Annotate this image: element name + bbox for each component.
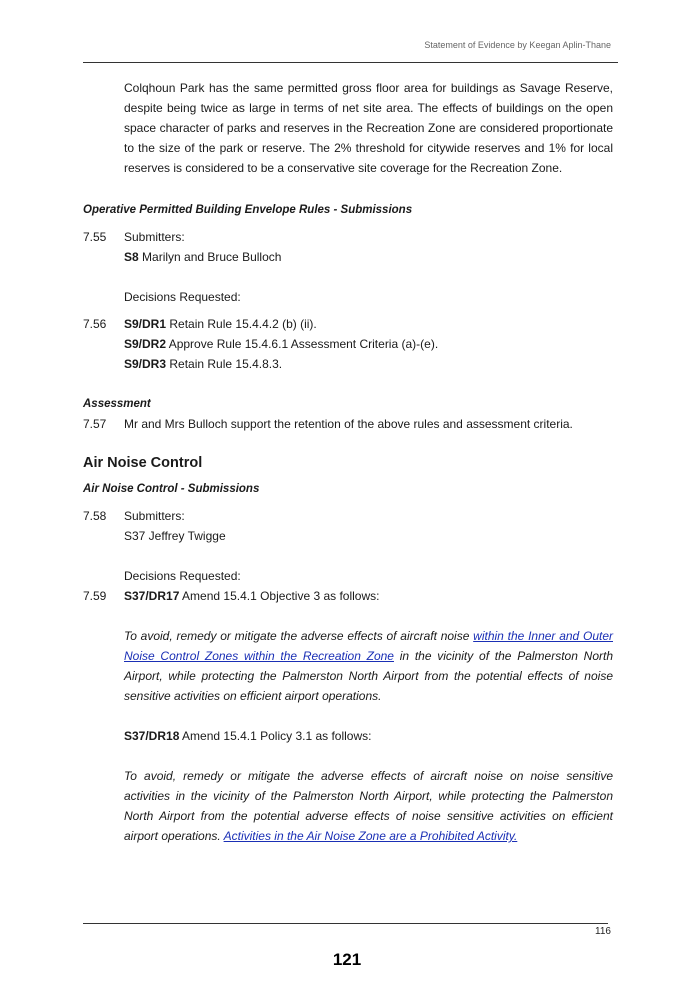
decision-code: S37/DR18 (124, 729, 180, 743)
paragraph-7-59 (83, 586, 613, 846)
paragraph-number: 7.59 (83, 589, 107, 603)
section-heading-air-noise-submissions: Air Noise Control - Submissions (83, 483, 260, 495)
paragraph-number: 7.58 (83, 509, 107, 523)
paragraph-7-58 (83, 506, 613, 586)
page-number: 116 (595, 926, 611, 937)
paragraph-7-56 (83, 314, 613, 374)
decision-code: S9/DR3 (124, 357, 167, 371)
decisions-label: Decisions Requested: (124, 569, 241, 583)
paragraph-7-55 (83, 227, 613, 307)
decision-code: S9/DR1 (124, 317, 167, 331)
inserted-text-link[interactable]: within the Inner and Outer Noise Control Zones within the Recreation Zone (124, 629, 613, 663)
header-rule (83, 62, 618, 63)
decisions-label: Decisions Requested: (124, 290, 241, 304)
decision-dr2 (124, 334, 613, 354)
quote-text: To avoid, remedy or mitigate the adverse effects of aircraft noise on noise sensitive activities in the vicinity of the Palmerston North Airport, while protecting the Palmerston North Airport from the potential adverse effects of noise sensitive activities on efficient airport operations. (124, 769, 613, 843)
submitter-name: Marilyn and Bruce Bulloch (138, 250, 282, 264)
document-page-number: 121 (332, 950, 362, 969)
page-header: Statement of Evidence by Keegan Aplin-Thane (424, 40, 611, 50)
submitters-label: Submitters: (124, 230, 185, 244)
decision-dr18 (124, 726, 613, 746)
paragraph-7-57 (83, 414, 613, 434)
quoted-objective-3 (124, 626, 613, 706)
decision-text: Amend 15.4.1 Policy 3.1 as follows: (179, 729, 372, 743)
inserted-text-link[interactable]: Activities in the Air Noise Zone are a Prohibited Activity. (223, 829, 518, 843)
quote-text: in the vicinity of the Palmerston North Airport, while protecting the Palmerston North Airport from the potential effects of noise sensitive activities on efficient airport operations. (124, 649, 614, 703)
decision-dr17 (124, 586, 613, 606)
section-title-air-noise: Air Noise Control (83, 455, 203, 471)
quoted-policy-3-1 (124, 766, 613, 846)
decision-text: Amend 15.4.1 Objective 3 as follows: (179, 589, 380, 603)
decision-dr3 (124, 354, 613, 374)
submitter-name: S37 Jeffrey Twigge (124, 529, 226, 543)
quote-text: To avoid, remedy or mitigate the adverse effects of aircraft noise (124, 629, 474, 643)
page-content (83, 70, 613, 846)
decision-text: Retain Rule 15.4.4.2 (b) (ii). (166, 317, 317, 331)
paragraph-number: 7.55 (83, 230, 107, 244)
intro-paragraph: Colqhoun Park has the same permitted gross floor area for buildings as Savage Reserve, despite being twice as large in terms of net site area. The effects of buildings on the open space character of parks and reserves in the Recreation Zone are considered proportionate to the size of the park or reserve. The 2% threshold for citywide reserves and 1% for local reserves is considered to be a conservative site coverage for the Recreation Zone. (124, 81, 613, 175)
decision-dr1 (124, 314, 613, 334)
decision-text: Retain Rule 15.4.8.3. (166, 357, 283, 371)
decision-code: S37/DR17 (124, 589, 180, 603)
paragraph-number: 7.56 (83, 317, 107, 331)
submitters-label: Submitters: (124, 509, 185, 523)
section-heading-building-envelope: Operative Permitted Building Envelope Rules - Submissions (83, 204, 413, 216)
submitter-code: S8 (124, 250, 139, 264)
footer-rule (83, 923, 608, 924)
assessment-heading: Assessment (83, 398, 151, 410)
decision-text: Approve Rule 15.4.6.1 Assessment Criteria (a)-(e). (166, 337, 439, 351)
paragraph-number: 7.57 (83, 417, 107, 431)
submitter-entry (124, 247, 613, 267)
decision-code: S9/DR2 (124, 337, 167, 351)
paragraph-text: Mr and Mrs Bulloch support the retention of the above rules and assessment criteria. (124, 417, 573, 431)
